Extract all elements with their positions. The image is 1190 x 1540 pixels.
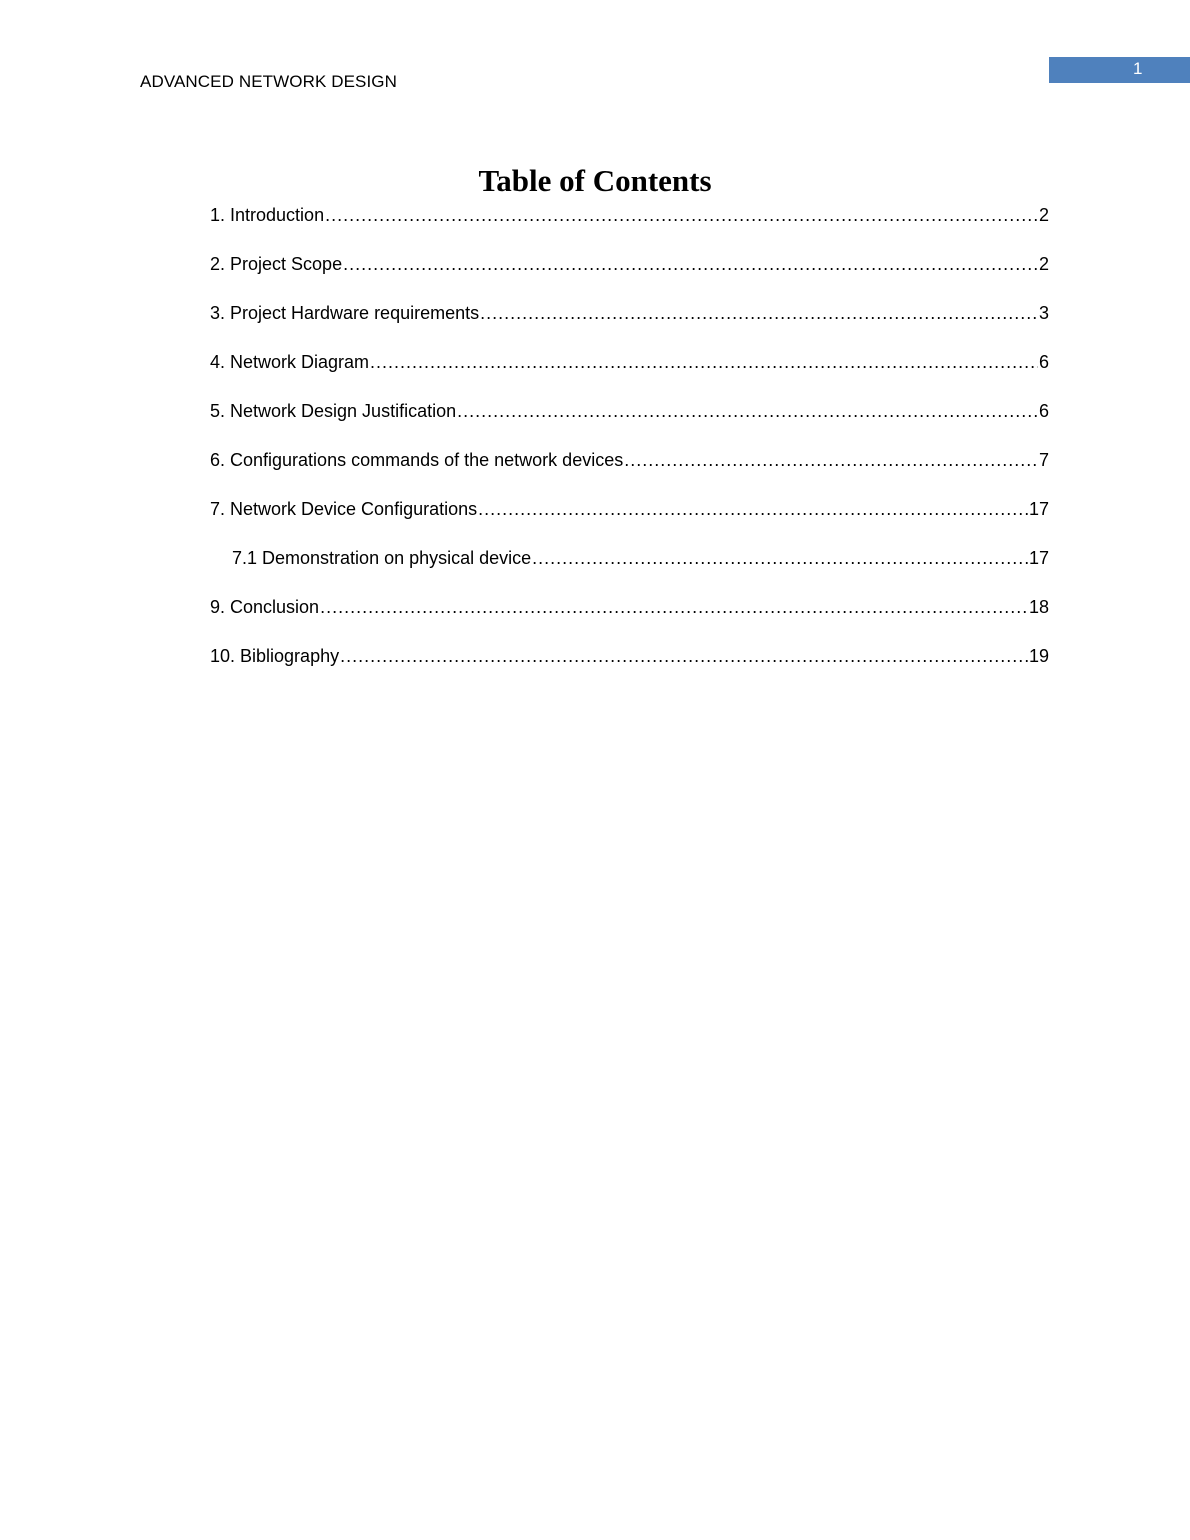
toc-dot-leader — [343, 251, 1038, 277]
toc-entry-design-justification[interactable] — [210, 398, 1049, 447]
toc-title: Table of Contents — [478, 163, 712, 198]
toc-entry-conclusion[interactable] — [210, 594, 1049, 643]
toc-entry-label: 7.1 Demonstration on physical device — [232, 548, 532, 568]
toc-entry-introduction[interactable] — [210, 202, 1049, 251]
toc-list — [210, 202, 1049, 692]
toc-entry-label: 10. Bibliography — [210, 646, 340, 666]
toc-dot-leader — [325, 202, 1038, 228]
toc-entry-network-diagram[interactable] — [210, 349, 1049, 398]
running-header-title: ADVANCED NETWORK DESIGN — [140, 72, 398, 91]
toc-entry-label: 5. Network Design Justification — [210, 401, 457, 421]
toc-dot-leader — [457, 398, 1038, 424]
page-number-box — [1049, 57, 1190, 83]
toc-entry-label: 7. Network Device Configurations — [210, 499, 478, 519]
toc-dot-leader — [478, 496, 1028, 522]
toc-entry-page: 19 — [1028, 646, 1049, 666]
toc-entry-page: 2 — [1038, 205, 1049, 225]
toc-entry-page: 2 — [1038, 254, 1049, 274]
toc-entry-device-configurations[interactable] — [210, 496, 1049, 545]
toc-entry-page: 6 — [1038, 401, 1049, 421]
toc-entry-page: 18 — [1028, 597, 1049, 617]
toc-entry-page: 17 — [1028, 499, 1049, 519]
toc-entry-label: 2. Project Scope — [210, 254, 343, 274]
toc-dot-leader — [480, 300, 1038, 326]
toc-entry-page: 3 — [1038, 303, 1049, 323]
toc-entry-physical-device-demo[interactable] — [210, 545, 1049, 594]
toc-dot-leader — [320, 594, 1028, 620]
toc-entry-label: 4. Network Diagram — [210, 352, 370, 372]
toc-entry-page: 7 — [1038, 450, 1049, 470]
toc-dot-leader — [624, 447, 1038, 473]
page-number: 1 — [1133, 59, 1143, 78]
toc-entry-hardware-requirements[interactable] — [210, 300, 1049, 349]
toc-entry-configuration-commands[interactable] — [210, 447, 1049, 496]
toc-entry-project-scope[interactable] — [210, 251, 1049, 300]
toc-entry-page: 6 — [1038, 352, 1049, 372]
toc-entry-label: 1. Introduction — [210, 205, 325, 225]
toc-dot-leader — [532, 545, 1028, 571]
toc-entry-page: 17 — [1028, 548, 1049, 568]
toc-entry-label: 6. Configurations commands of the network devices — [210, 450, 624, 470]
toc-dot-leader — [340, 643, 1028, 669]
toc-entry-label: 3. Project Hardware requirements — [210, 303, 480, 323]
toc-entry-bibliography[interactable] — [210, 643, 1049, 692]
toc-entry-label: 9. Conclusion — [210, 597, 320, 617]
toc-dot-leader — [370, 349, 1038, 375]
